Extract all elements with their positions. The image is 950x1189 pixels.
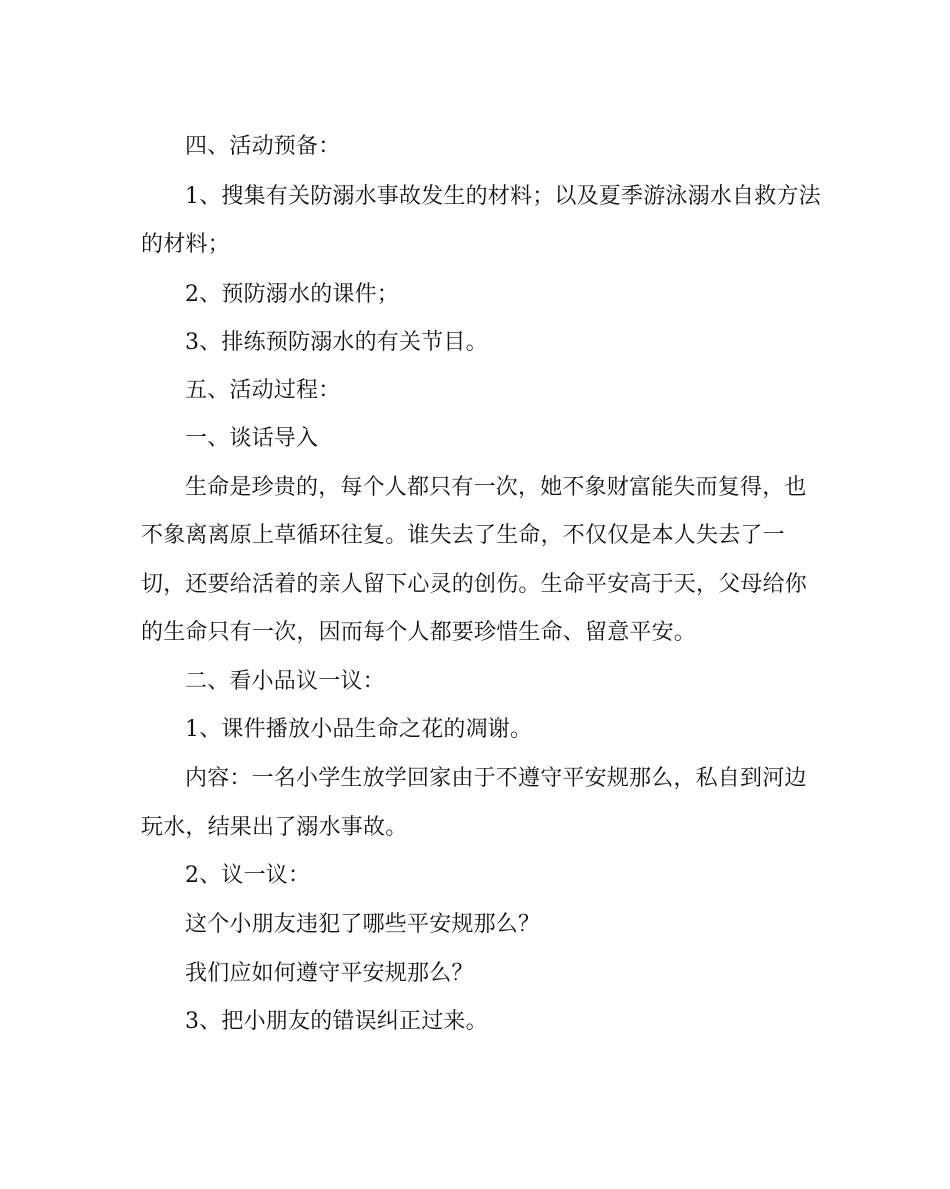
paragraph-line: 生命是珍贵的，每个人都只有一次，她不象财富能失而复得，也 — [185, 475, 807, 500]
paragraph-line: 不象离离原上草循环往复。谁失去了生命，不仅仅是本人失去了一 — [141, 523, 785, 548]
paragraph-line: 内容：一名小学生放学回家由于不遵守平安规那么，私自到河边 — [185, 766, 807, 791]
subsection-heading: 二、看小品议一议： — [185, 669, 385, 694]
paragraph-line: 2、议一议： — [185, 863, 311, 888]
paragraph-line: 玩水，结果出了溺水事故。 — [141, 815, 408, 840]
section-heading-process: 五、活动过程： — [185, 378, 341, 403]
subsection-heading: 一、谈话导入 — [185, 426, 319, 451]
section-heading-preparation: 四、活动预备： — [185, 134, 341, 159]
paragraph-line: 的生命只有一次，因而每个人都要珍惜生命、留意平安。 — [141, 620, 697, 645]
paragraph-line: 1、课件播放小品生命之花的凋谢。 — [185, 717, 533, 742]
paragraph-line: 3、排练预防溺水的有关节目。 — [185, 330, 488, 355]
paragraph-line: 1、搜集有关防溺水事故发生的材料；以及夏季游泳溺水自救方法 — [185, 184, 821, 209]
paragraph-line: 我们应如何遵守平安规那么？ — [185, 961, 474, 986]
paragraph-line: 切，还要给活着的亲人留下心灵的创伤。生命平安高于天，父母给你 — [141, 572, 808, 597]
paragraph-line: 2、预防溺水的课件； — [185, 282, 399, 307]
paragraph-line: 3、把小朋友的错误纠正过来。 — [185, 1009, 488, 1034]
paragraph-line: 这个小朋友违犯了哪些平安规那么？ — [185, 912, 541, 937]
paragraph-line: 的材料； — [141, 232, 230, 257]
